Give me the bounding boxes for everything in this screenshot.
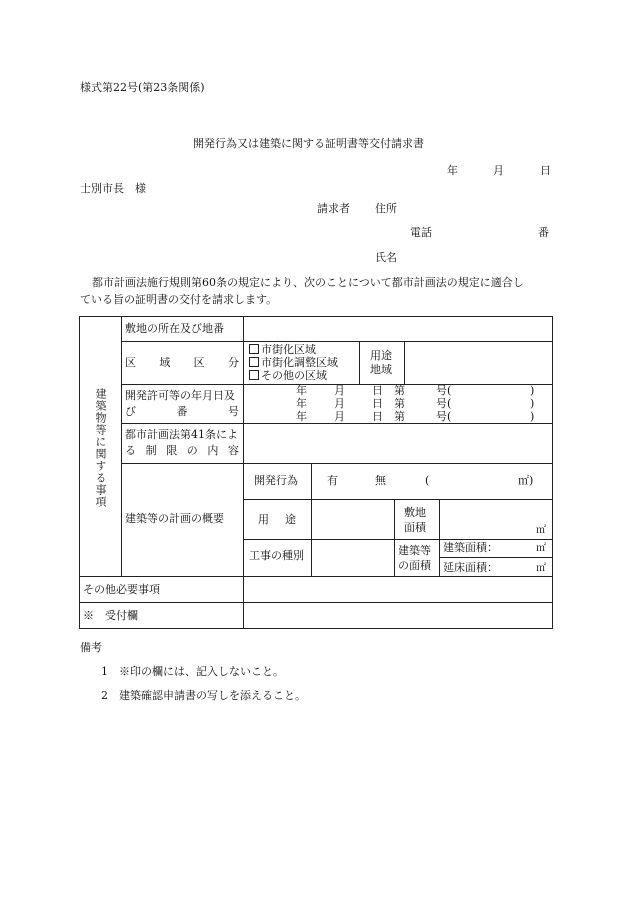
address-label: 住所: [375, 202, 397, 215]
note-item: 2 建築確認申請書の写しを添えること。: [101, 689, 306, 702]
building-area-unit: ㎡: [536, 543, 546, 554]
plan-label: 建築等の計画の概要: [125, 512, 224, 525]
location-label: 敷地の所在及び地番: [125, 322, 224, 335]
phone-suffix: 番: [538, 226, 549, 239]
floor-area-unit: ㎡: [536, 563, 546, 574]
phone-label: 電話: [410, 226, 432, 239]
dev-yes[interactable]: 有: [327, 474, 338, 487]
date-month: 月: [493, 164, 504, 177]
restriction-label-2: る 制 限 の 内 容: [125, 444, 239, 457]
restriction-label-1: 都市計画法第41条によ: [125, 428, 238, 441]
use-zone-label: 用途 地域: [370, 349, 392, 376]
site-area-unit: ㎡: [536, 525, 546, 536]
floor-area: 延床面積：: [443, 561, 498, 574]
notes-heading: 備考: [80, 641, 102, 654]
zone-option-other[interactable]: その他の区域: [249, 369, 338, 382]
body-line-2: ている旨の証明書の交付を請求します。: [80, 293, 278, 306]
addressee: 士別市長 様: [80, 182, 146, 195]
dev-act-label: 開発行為: [254, 474, 298, 487]
zone-option-control[interactable]: 市街化調整区域: [249, 356, 338, 369]
site-area-label: 敷地 面積: [404, 506, 426, 534]
form-number: 様式第22号(第23条関係): [80, 81, 205, 94]
form-title: 開発行為又は建築に関する証明書等交付請求書: [193, 137, 424, 150]
permit-label-2: び 番 号: [125, 405, 239, 418]
checkbox-icon: [249, 357, 259, 367]
zone-options: [249, 343, 338, 382]
use-label: 用 途: [258, 513, 296, 526]
permit-row-1: 年 月 日 第 号( ): [296, 384, 535, 397]
reception-label: ※ 受付欄: [83, 609, 138, 622]
permit-row-2: 年 月 日 第 号( ): [296, 397, 535, 410]
name-label: 氏名: [375, 251, 397, 264]
building-area-label: 建築等 の面積: [398, 544, 431, 572]
checkbox-icon: [249, 344, 259, 354]
work-type-label: 工事の種別: [249, 549, 304, 562]
dev-unit: ㎡): [518, 474, 534, 487]
note-item: 1 ※印の欄には、記入しないこと。: [101, 665, 284, 678]
requester-label: 請求者: [317, 202, 350, 215]
zone-option-urbanization[interactable]: 市街化区域: [249, 343, 338, 356]
body-line-1: 都市計画法施行規則第60条の規定により、次のことについて都市計画法の規定に適合し: [92, 276, 524, 289]
permit-row-3: 年 月 日 第 号( ): [296, 410, 535, 423]
checkbox-icon: [249, 370, 259, 380]
date-year: 年: [447, 164, 458, 177]
date-day: 日: [540, 164, 551, 177]
building-area: 建築面積：: [443, 541, 498, 554]
dev-paren-open: (: [425, 474, 430, 487]
side-label: 建築物等に関する事項: [94, 388, 107, 508]
zone-label: 区 域 区 分: [125, 356, 239, 369]
permit-label-1: 開発許可等の年月日及: [125, 389, 235, 402]
other-label: その他必要事項: [83, 583, 160, 596]
dev-no[interactable]: 無: [375, 474, 386, 487]
